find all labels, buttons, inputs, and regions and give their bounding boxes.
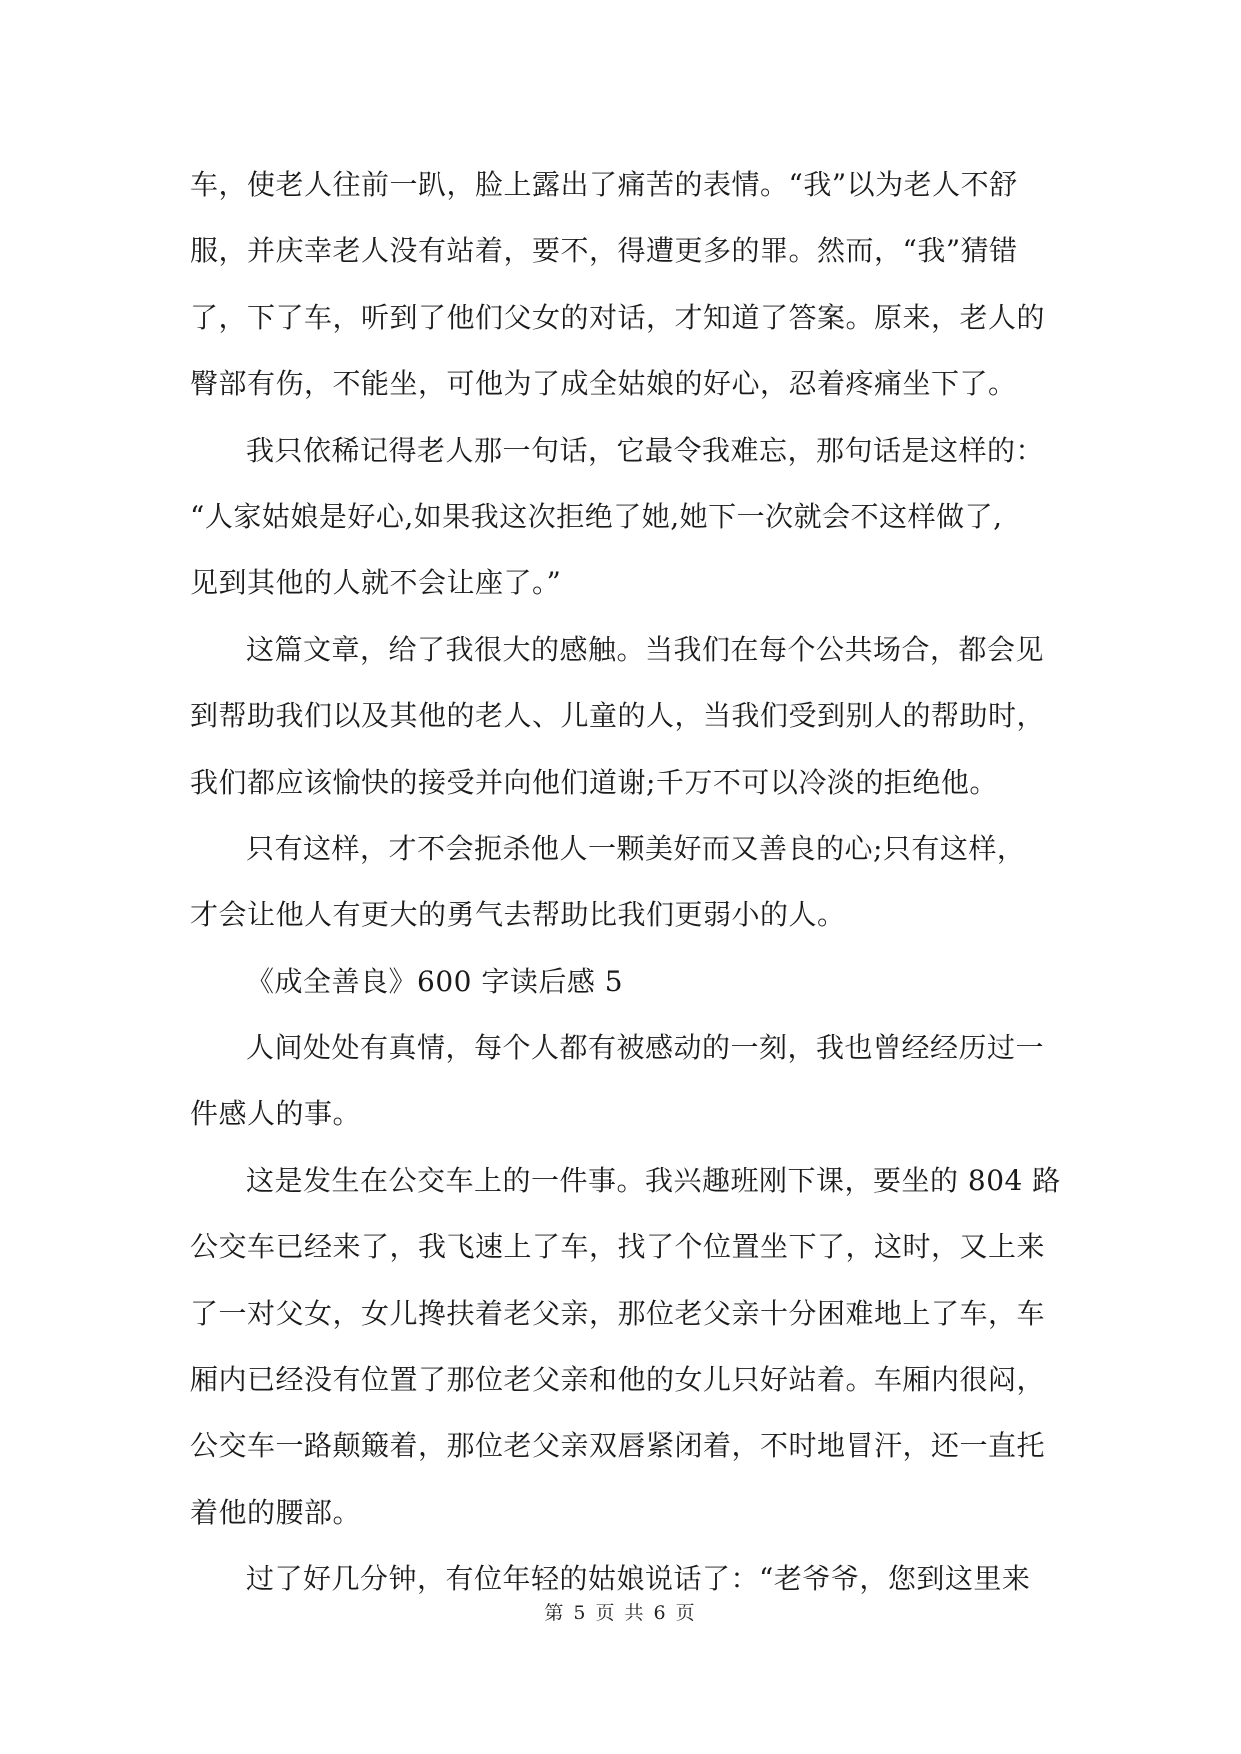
text-line: 件感人的事。 [190,1097,362,1131]
text-line: 公交车已经来了，我飞速上了车，找了个位置坐下了，这时，又上来 [190,1230,1046,1264]
text-line: 服，并庆幸老人没有站着，要不，得遭更多的罪。然而，“我”猜错 [190,234,1018,268]
text-line: 才会让他人有更大的勇气去帮助比我们更弱小的人。 [190,898,846,932]
document-body [190,152,1061,1613]
text-line: 过了好几分钟，有位年轻的姑娘说话了：“老爷爷，您到这里来 [246,1562,1031,1596]
text-line: 厢内已经没有位置了那位老父亲和他的女儿只好站着。车厢内很闷， [190,1363,1046,1397]
text-line: 了，下了车，听到了他们父女的对话，才知道了答案。原来，老人的 [190,300,1046,334]
text-line: 只有这样，才不会扼杀他人一颗美好而又善良的心;只有这样， [246,831,1026,865]
text-line: 臀部有伤，不能坐，可他为了成全姑娘的好心，忍着疼痛坐下了。 [190,367,1017,401]
text-line: 这篇文章，给了我很大的感触。当我们在每个公共场合，都会见 [246,632,1045,666]
page-footer: 第 5 页 共 6 页 [544,1602,697,1624]
text-line: 我们都应该愉快的接受并向他们道谢;千万不可以冷淡的拒绝他。 [190,765,998,799]
text-line: 我只依稀记得老人那一句话，它最令我难忘，那句话是这样的： [246,433,1045,467]
text-line: “人家姑娘是好心,如果我这次拒绝了她,她下一次就会不这样做了, [190,499,1003,533]
text-line: 了一对父女，女儿搀扶着老父亲，那位老父亲十分困难地上了车，车 [190,1296,1046,1330]
text-line: 车，使老人往前一趴，脸上露出了痛苦的表情。“我”以为老人不舒 [190,168,1018,201]
text-line: 公交车一路颠簸着，那位老父亲双唇紧闭着，不时地冒汗，还一直托 [190,1429,1046,1463]
text-line: 这是发生在公交车上的一件事。我兴趣班刚下课，要坐的 804 路 [246,1163,1061,1197]
text-line: 《成全善良》600 字读后感 5 [246,964,624,998]
text-line: 到帮助我们以及其他的老人、儿童的人，当我们受到别人的帮助时， [190,699,1046,733]
text-line: 人间处处有真情，每个人都有被感动的一刻，我也曾经经历过一 [246,1031,1045,1065]
text-line: 着他的腰部。 [190,1495,362,1529]
text-line: 见到其他的人就不会让座了。” [190,566,562,600]
